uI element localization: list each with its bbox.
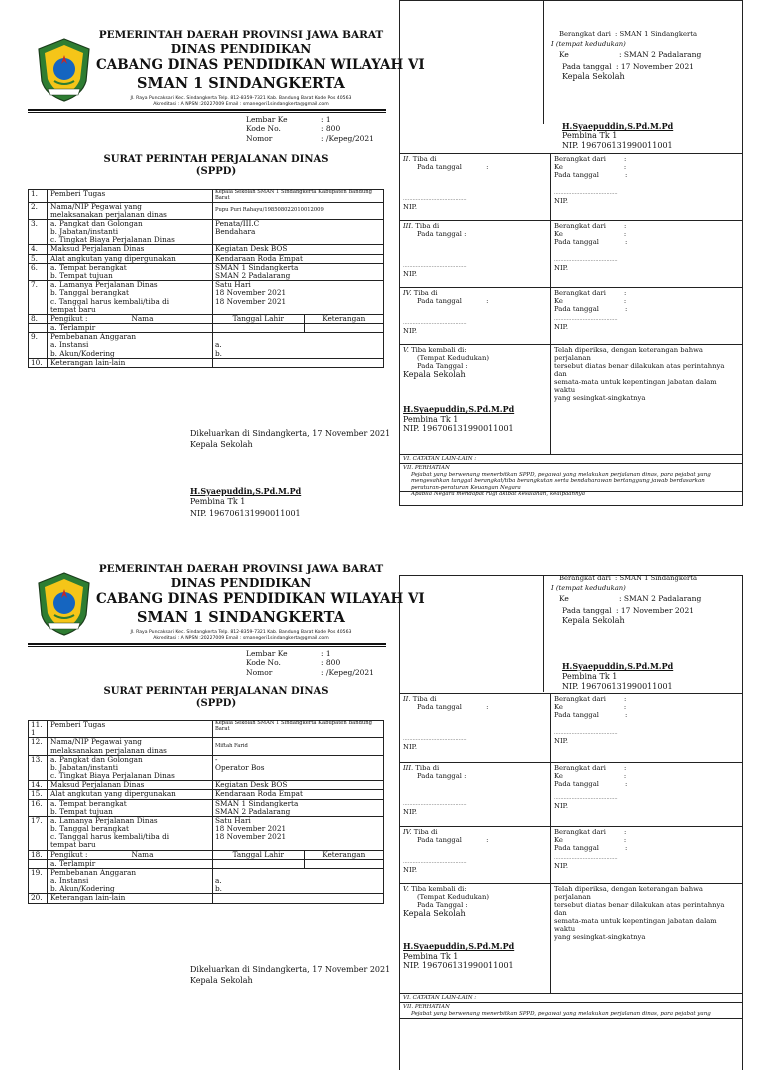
right-kedudukan: I (tempat kedudukan) <box>551 40 626 48</box>
value-pemberi: Kepala Sekolah SMAN 1 Sindangkerta Kabupaten Bandung Barat <box>213 190 384 203</box>
stage-ii: II. Tiba di Pada tanggal : ........................................ NIP. <box>400 154 551 221</box>
section-catatan: VI. CATATAN LAIN-LAIN : <box>400 455 743 464</box>
value-pangkat-block: Penata/III.C Bendahara <box>213 219 384 245</box>
header-address: Jl. Raya Puncaksari Kec. Sindangkerta Telp. 812-8359-7321 Kab. Bandung Barat Kode Pos 40563 <box>130 630 352 635</box>
stage-iii-departure: Berangkat dari : Ke : Pada tanggal : ........................................ NIP. <box>551 763 743 827</box>
meta-nomor-label: Nomor <box>246 668 273 677</box>
label-pemberi: Pemberi Tugas <box>48 721 213 738</box>
stage-ii: II. Tiba di Pada tanggal : ........................................ NIP. <box>400 694 551 763</box>
right-signatory-rank: Pembina Tk 1 <box>562 131 618 140</box>
value-nama-nip: Pupu Puri Rahayu/198508022010012009 <box>213 202 384 219</box>
meta-kode-label: Kode No. <box>246 124 281 133</box>
right-berangkat-dari: Berangkat dari : SMAN 1 Sindangkerta <box>559 30 698 38</box>
header-department: DINAS PENDIDIKAN <box>170 42 312 56</box>
label-lamanya-block: a. Lamanya Perjalanan Dinas b. Tanggal berangkat c. Tanggal harus kembali/tiba di tempat baru <box>48 281 213 315</box>
header-school: SMAN 1 SINDANGKERTA <box>137 609 345 626</box>
header-province: PEMERINTAH DAERAH PROVINSI JAWA BARAT <box>98 563 384 575</box>
row-number: 9. <box>29 333 48 359</box>
meta-lembar-value: : 1 <box>321 649 331 658</box>
row-number: 5. <box>29 254 48 263</box>
jawa-barat-logo-icon <box>34 571 94 637</box>
right-kedudukan: I (tempat kedudukan) <box>551 584 626 592</box>
label-pengikut: Pengikut : Nama <box>48 314 213 323</box>
value-alat: Kendaraan Roda Empat <box>213 790 384 799</box>
meta-lembar-value: : 1 <box>321 115 331 124</box>
header-keterangan: Keterangan <box>304 850 383 859</box>
sppd-left-page <box>0 534 425 1070</box>
stage-ii-departure: Berangkat dari : Ke : Pada tanggal : ........................................ NIP. <box>551 694 743 763</box>
label-nama-nip: Nama/NIP Pegawai yang melaksanakan perjalanan dinas <box>48 738 213 755</box>
row-number: 20. <box>29 894 48 903</box>
right-travel-table <box>399 693 743 1019</box>
right-signatory-rank: Pembina Tk 1 <box>562 672 618 681</box>
right-signatory-nip: NIP. 196706131990011001 <box>562 141 673 150</box>
meta-lembar-label: Lembar Ke <box>246 649 288 658</box>
header-accreditation: Akreditasi : A NPSN :20227009 Email : smanegeri1sindangkerta@gmail.com <box>153 636 329 641</box>
value-maksud: Kegiatan Desk BOS <box>213 245 384 254</box>
footer-dikeluarkan: Dikeluarkan di Sindangkerta, 17 November 2021 <box>190 429 391 438</box>
right-kepala: Kepala Sekolah <box>562 616 625 625</box>
right-signatory-name: H.Syaepuddin,S.Pd.M.Pd <box>562 661 674 671</box>
meta-nomor-label: Nomor <box>246 134 273 143</box>
sppd-right-page <box>399 0 743 536</box>
footer-kepala: Kepala Sekolah <box>190 976 253 985</box>
label-terlampir: a. Terlampir <box>48 324 213 333</box>
header-branch: CABANG DINAS PENDIDIKAN WILAYAH VI <box>96 57 425 73</box>
right-kepala: Kepala Sekolah <box>562 72 625 81</box>
row-number: 14. <box>29 781 48 790</box>
label-pangkat-block: a. Pangkat dan Golongan b. Jabatan/instanti c. Tingkat Biaya Perjalanan Dinas <box>48 755 213 781</box>
stage-iv-departure: Berangkat dari : Ke : Pada tanggal : ........................................ NIP. <box>551 288 743 345</box>
footer-signatory-rank: Pembina Tk 1 <box>190 497 246 506</box>
right-signatory-nip: NIP. 196706131990011001 <box>562 682 673 691</box>
label-lamanya-block: a. Lamanya Perjalanan Dinas b. Tanggal berangkat c. Tanggal harus kembali/tiba di tempat baru <box>48 816 213 850</box>
label-ket-lain: Keterangan lain-lain <box>48 894 213 903</box>
footer-dikeluarkan: Dikeluarkan di Sindangkerta, 17 November 2021 <box>190 965 391 974</box>
stage-iii: III. Tiba di Pada tanggal : ........................................ NIP. <box>400 763 551 827</box>
value-alat: Kendaraan Roda Empat <box>213 254 384 263</box>
row-number: 1. <box>29 190 48 203</box>
footer-signatory-nip: NIP. 196706131990011001 <box>190 509 301 518</box>
sppd-table <box>28 189 384 368</box>
row-number: 18. <box>29 850 48 859</box>
stage-iii: III. Tiba di Pada tanggal : ........................................ NIP. <box>400 221 551 288</box>
row-number: 17. <box>29 816 48 850</box>
header-tgl-lahir: Tanggal Lahir <box>213 850 305 859</box>
label-tempat: a. Tempat berangkat b. Tempat tujuan <box>48 263 213 280</box>
value-lamanya-block: Satu Hari 18 November 2021 18 November 2021 <box>213 281 384 315</box>
right-pada-tanggal: Pada tanggal : 17 November 2021 <box>562 606 694 615</box>
label-alat: Alat angkutan yang dipergunakan <box>48 790 213 799</box>
meta-kode-value: : 800 <box>321 658 341 667</box>
document-subtitle: (SPPD) <box>195 698 237 709</box>
value-pangkat-block: - Operator Bos <box>213 755 384 781</box>
footer-kepala: Kepala Sekolah <box>190 440 253 449</box>
meta-nomor-value: : /Kepeg/2021 <box>321 134 374 143</box>
stage-v-verification: Telah diperiksa, dengan keterangan bahwa perjalanan tersebut diatas benar dilakukan atas perintahnya dan semata-mata untuk kepentingan jabatan dalam waktu yang sesingkat-singkatnya <box>551 884 743 994</box>
row-number: 3. <box>29 219 48 245</box>
stage-v: V. Tiba kembali di: (Tempat Kedudukan) Pada Tanggal : Kepala Sekolah H.Syaepuddin,S.Pd.M.Pd Pembina Tk 1 NIP. 196706131990011001 <box>400 884 551 994</box>
value-nama-nip: Miftah Farid <box>213 738 384 755</box>
row-number: 19. <box>29 868 48 894</box>
header-accreditation: Akreditasi : A NPSN :20227009 Email : smanegeri1sindangkerta@gmail.com <box>153 102 329 107</box>
header-school: SMAN 1 SINDANGKERTA <box>137 75 345 92</box>
right-pada-tanggal: Pada tanggal : 17 November 2021 <box>562 62 694 71</box>
row-number: 7. <box>29 281 48 315</box>
value-tempat: SMAN 1 Sindangkerta SMAN 2 Padalarang <box>213 263 384 280</box>
header-address: Jl. Raya Puncaksari Kec. Sindangkerta Telp. 812-8359-7321 Kab. Bandung Barat Kode Pos 40563 <box>130 96 352 101</box>
section-perhatian: VII. PERHATIAN Pejabat yang berwenang menerbitkan SPPD, pegawai yang melakukan perjalanan dinas, para pejabat yang <box>400 1003 743 1019</box>
right-signatory-name: H.Syaepuddin,S.Pd.M.Pd <box>562 121 674 131</box>
row-number: 11. 1 <box>29 721 48 738</box>
meta-lembar-label: Lembar Ke <box>246 115 288 124</box>
label-pembebanan: Pembebanan Anggaran a. Instansi b. Akun/Kodering <box>48 868 213 894</box>
row-number: 15. <box>29 790 48 799</box>
row-number: 12. <box>29 738 48 755</box>
document-title: SURAT PERINTAH PERJALANAN DINAS <box>103 154 329 165</box>
label-maksud: Maksud Perjalanan Dinas <box>48 245 213 254</box>
section-perhatian: VII. PERHATIAN Pejabat yang berwenang menerbitkan SPPD, pegawai yang melakukan perjalanan dinas, para pejabat yang mengesahkan tanggal berangkat/tiba berangkutan serta bendaharawan bertanggung jawab berdasarkan peraturan-peraturan Keuangan Negara Apabila Negara mendapat rugi akibat kesalahan, kealpaannya <box>400 464 743 505</box>
meta-kode-value: : 800 <box>321 124 341 133</box>
header-branch: CABANG DINAS PENDIDIKAN WILAYAH VI <box>96 591 425 607</box>
value-pemberi: Kepala Sekolah SMAN 1 Sindangkerta Kabupaten Bandung Barat <box>213 721 384 738</box>
stage-ii-departure: Berangkat dari : Ke : Pada tanggal : ........................................ NIP. <box>551 154 743 221</box>
value-lamanya-block: Satu Hari 18 November 2021 18 November 2021 <box>213 816 384 850</box>
sppd-left-page <box>0 0 425 536</box>
label-pembebanan: Pembebanan Anggaran a. Instansi b. Akun/Kodering <box>48 333 213 359</box>
stage-v-verification: Telah diperiksa, dengan keterangan bahwa perjalanan tersebut diatas benar dilakukan atas perintahnya dan semata-mata untuk kepentingan jabatan dalam waktu yang sesingkat-singkatnya <box>551 345 743 455</box>
label-pengikut: Pengikut : Nama <box>48 850 213 859</box>
row-number: 6. <box>29 263 48 280</box>
value-pembebanan: a. b. <box>213 333 384 359</box>
right-travel-table <box>399 153 743 506</box>
label-maksud: Maksud Perjalanan Dinas <box>48 781 213 790</box>
stage-v: V. Tiba kembali di: (Tempat Kedudukan) Pada Tanggal : Kepala Sekolah H.Syaepuddin,S.Pd.M.Pd Pembina Tk 1 NIP. 196706131990011001 <box>400 345 551 455</box>
header-keterangan: Keterangan <box>304 314 383 323</box>
value-tempat: SMAN 1 Sindangkerta SMAN 2 Padalarang <box>213 799 384 816</box>
row-number: 2. <box>29 202 48 219</box>
label-terlampir: a. Terlampir <box>48 859 213 868</box>
row-number: 16. <box>29 799 48 816</box>
row-number: 4. <box>29 245 48 254</box>
stage-iv: IV. Tiba di Pada tanggal : ........................................ NIP. <box>400 827 551 884</box>
label-nama-nip: Nama/NIP Pegawai yang melaksanakan perjalanan dinas <box>48 202 213 219</box>
meta-kode-label: Kode No. <box>246 658 281 667</box>
stage-iii-departure: Berangkat dari : Ke : Pada tanggal : ........................................ NIP. <box>551 221 743 288</box>
header-department: DINAS PENDIDIKAN <box>170 576 312 590</box>
label-alat: Alat angkutan yang dipergunakan <box>48 254 213 263</box>
value-maksud: Kegiatan Desk BOS <box>213 781 384 790</box>
header-province: PEMERINTAH DAERAH PROVINSI JAWA BARAT <box>98 29 384 41</box>
stage-iv: IV. Tiba di Pada tanggal : ........................................ NIP. <box>400 288 551 345</box>
document-title: SURAT PERINTAH PERJALANAN DINAS <box>103 686 329 697</box>
value-pembebanan: a. b. <box>213 868 384 894</box>
row-number: 13. <box>29 755 48 781</box>
label-pangkat-block: a. Pangkat dan Golongan b. Jabatan/instanti c. Tingkat Biaya Perjalanan Dinas <box>48 219 213 245</box>
header-tgl-lahir: Tanggal Lahir <box>213 314 305 323</box>
meta-nomor-value: : /Kepeg/2021 <box>321 668 374 677</box>
footer-signatory-name: H.Syaepuddin,S.Pd.M.Pd <box>190 486 302 496</box>
section-catatan: VI. CATATAN LAIN-LAIN : <box>400 994 743 1003</box>
stage-iv-departure: Berangkat dari : Ke : Pada tanggal : ........................................ NIP. <box>551 827 743 884</box>
sppd-right-page <box>399 534 743 1070</box>
header-divider <box>28 643 386 647</box>
header-divider <box>28 109 386 113</box>
sppd-table <box>28 720 384 904</box>
right-berangkat-dari: Berangkat dari : SMAN 1 Sindangkerta <box>559 574 698 582</box>
sppd-form-2 <box>0 534 768 1070</box>
row-number: 10. <box>29 358 48 367</box>
label-pemberi: Pemberi Tugas <box>48 190 213 203</box>
row-number: 8. <box>29 314 48 323</box>
right-ke: Ke : SMAN 2 Padalarang <box>559 594 702 603</box>
right-ke: Ke : SMAN 2 Padalarang <box>559 50 702 59</box>
label-tempat: a. Tempat berangkat b. Tempat tujuan <box>48 799 213 816</box>
label-ket-lain: Keterangan lain-lain <box>48 358 213 367</box>
jawa-barat-logo-icon <box>34 37 94 103</box>
document-subtitle: (SPPD) <box>195 166 237 177</box>
